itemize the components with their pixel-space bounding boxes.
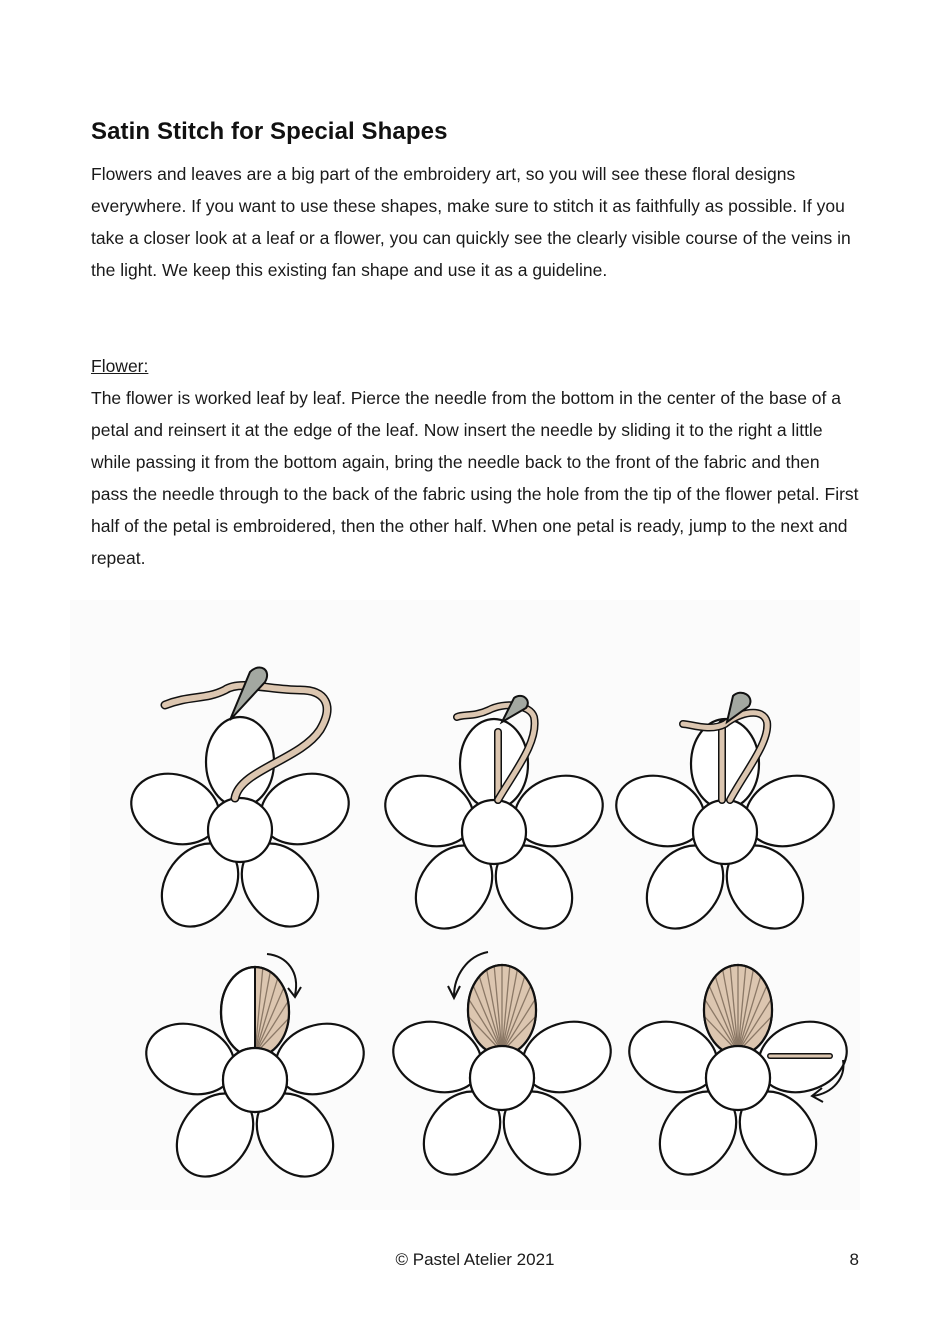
flower-stitch-illustration xyxy=(70,600,860,1210)
copyright-footer: © Pastel Atelier 2021 xyxy=(395,1250,555,1269)
page-number: 8 xyxy=(849,1250,859,1269)
flower-section-label: Flower: xyxy=(91,356,149,376)
flower-instructions: The flower is worked leaf by leaf. Pierce the needle from the bottom in the center of the base of a petal and reinsert it at the edge of the leaf. Now insert the needle by sliding it to the right a little while passing it from the bottom again, bring the needle back to the front of the fabric and then pass the needle through to the back of the fabric using the hole from the tip of the flower petal. First half of the petal is embroidered, then the other half. When one petal is ready, jump to the next and repeat. xyxy=(91,388,859,568)
intro-paragraph: Flowers and leaves are a big part of the embroidery art, so you will see these floral designs everywhere. If you want to use these shapes, make sure to stitch it as faithfully as possible. If you take a closer look at a leaf or a flower, you can quickly see the clearly visible course of the veins in the light. We keep this existing fan shape and use it as a guideline. xyxy=(91,164,851,280)
page-title: Satin Stitch for Special Shapes xyxy=(91,118,448,145)
